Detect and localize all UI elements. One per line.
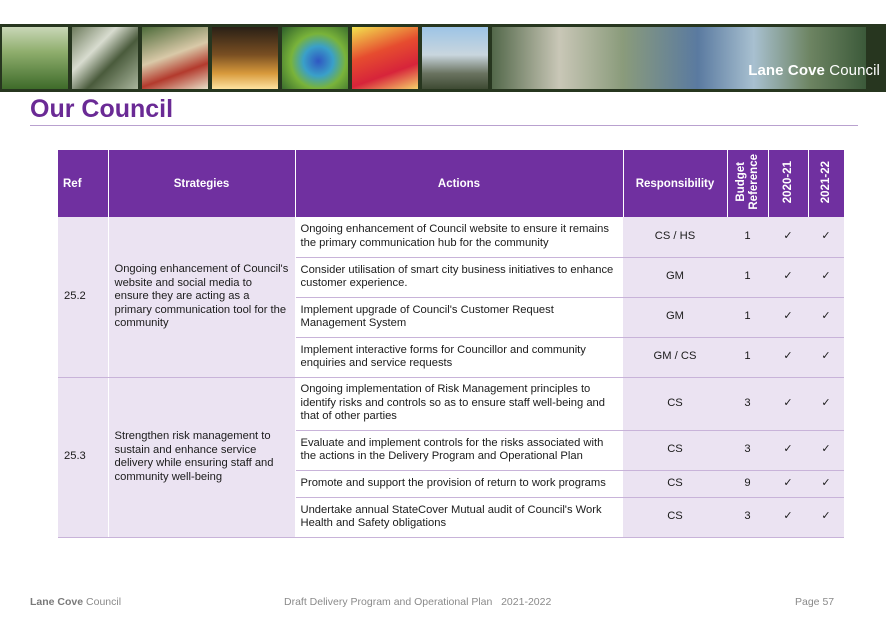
table-row: [58, 217, 844, 257]
responsibility-cell: CS: [623, 497, 727, 537]
action-cell: Promote and support the provision of return to work programs: [295, 470, 623, 497]
dancer-photo: [352, 27, 418, 89]
footer-brand-bold: Lane Cove: [30, 596, 84, 608]
table-row: [58, 377, 844, 430]
budget-label-line1: Budget: [734, 162, 747, 202]
budget-label-line2: Reference: [747, 154, 760, 210]
header-banner: [0, 24, 886, 92]
ref-cell: 25.2: [58, 217, 108, 377]
budget-cell: 1: [727, 337, 768, 377]
budget-cell: 9: [727, 470, 768, 497]
tick-icon: ✓: [768, 377, 808, 430]
waterfall-photo: [72, 27, 138, 89]
building-photo: [422, 27, 488, 89]
table-header-row: [58, 150, 844, 217]
tick-icon: ✓: [808, 497, 844, 537]
budget-cell: 1: [727, 297, 768, 337]
footer-brand-light: Council: [86, 596, 122, 608]
action-cell: Undertake annual StateCover Mutual audit of Council's Work Health and Safety obligations: [295, 497, 623, 537]
night-market-photo: [212, 27, 278, 89]
tick-icon: ✓: [768, 297, 808, 337]
plan-table: [58, 150, 844, 538]
year2-label: 2021-22: [819, 160, 832, 204]
footer-document-title: Draft Delivery Program and Operational Plan 2021-2022: [284, 596, 552, 608]
responsibility-cell: CS: [623, 377, 727, 430]
col-actions: Actions: [295, 150, 623, 217]
action-cell: Ongoing enhancement of Council website to ensure it remains the primary communication hub for the community: [295, 217, 623, 257]
responsibility-cell: CS: [623, 430, 727, 470]
tick-icon: ✓: [768, 470, 808, 497]
festival-photo: [142, 27, 208, 89]
brand-light: Council: [829, 62, 880, 79]
budget-cell: 1: [727, 257, 768, 297]
action-cell: Implement interactive forms for Councillor and community enquiries and service requests: [295, 337, 623, 377]
action-cell: Ongoing implementation of Risk Management principles to identify risks and controls so as to ensure staff well-being and that of other parties: [295, 377, 623, 430]
strategy-cell: Strengthen risk management to sustain and enhance service delivery while ensuring staff and community well-being: [108, 377, 295, 537]
col-year-2021-22: [808, 150, 844, 217]
tick-icon: ✓: [808, 377, 844, 430]
brand-bold: Lane Cove: [748, 62, 825, 79]
responsibility-cell: GM / CS: [623, 337, 727, 377]
col-strategies: Strategies: [108, 150, 295, 217]
responsibility-cell: GM: [623, 257, 727, 297]
photo-strip: [2, 27, 866, 89]
tick-icon: ✓: [808, 430, 844, 470]
year1-label: 2020-21: [781, 160, 794, 204]
budget-cell: 3: [727, 377, 768, 430]
footer-brand: [30, 596, 121, 608]
action-cell: Evaluate and implement controls for the risks associated with the actions in the Delivery Program and Operational Plan: [295, 430, 623, 470]
col-responsibility: Responsibility: [623, 150, 727, 217]
ref-cell: 25.3: [58, 377, 108, 537]
park-photo: [2, 27, 68, 89]
tick-icon: ✓: [808, 257, 844, 297]
parrot-photo: [282, 27, 348, 89]
tick-icon: ✓: [768, 257, 808, 297]
strategy-cell: Ongoing enhancement of Council's website and social media to ensure they are acting as a primary communication tool for the community: [108, 217, 295, 377]
budget-cell: 3: [727, 497, 768, 537]
budget-cell: 1: [727, 217, 768, 257]
responsibility-cell: GM: [623, 297, 727, 337]
waterfront-photo: [492, 27, 866, 89]
title-divider: [30, 125, 858, 126]
council-logo-text: [748, 62, 880, 79]
tick-icon: ✓: [808, 337, 844, 377]
responsibility-cell: CS / HS: [623, 217, 727, 257]
footer-page-number: Page 57: [795, 596, 835, 608]
col-year-2020-21: [768, 150, 808, 217]
tick-icon: ✓: [808, 217, 844, 257]
col-ref: Ref: [58, 150, 108, 217]
tick-icon: ✓: [768, 430, 808, 470]
tick-icon: ✓: [808, 470, 844, 497]
budget-cell: 3: [727, 430, 768, 470]
tick-icon: ✓: [768, 497, 808, 537]
col-budget-reference: [727, 150, 768, 217]
page-title: Our Council: [30, 95, 174, 123]
tick-icon: ✓: [768, 217, 808, 257]
responsibility-cell: CS: [623, 470, 727, 497]
action-cell: Consider utilisation of smart city business initiatives to enhance customer experience.: [295, 257, 623, 297]
action-cell: Implement upgrade of Council's Customer Request Management System: [295, 297, 623, 337]
tick-icon: ✓: [768, 337, 808, 377]
tick-icon: ✓: [808, 297, 844, 337]
